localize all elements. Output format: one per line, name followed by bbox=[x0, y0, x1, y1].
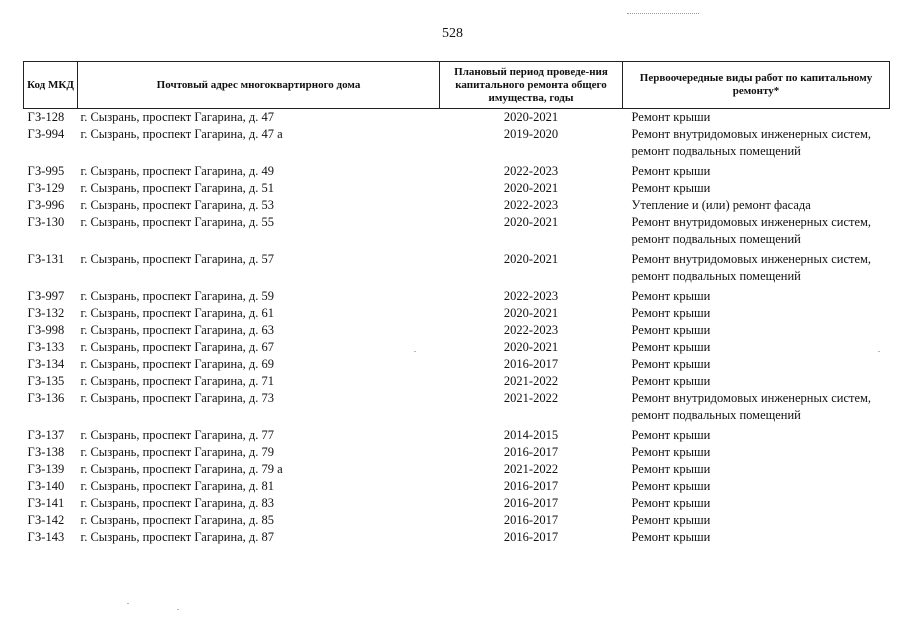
cell-address: г. Сызрань, проспект Гагарина, д. 77 bbox=[80, 428, 275, 442]
cell-works: Ремонт крыши bbox=[631, 530, 711, 544]
cell-code: ГЗ-140 bbox=[27, 479, 65, 493]
cell-code: ГЗ-137 bbox=[27, 428, 65, 442]
cell-code: ГЗ-142 bbox=[27, 513, 65, 527]
header-works: Первоочередные виды работ по капитальному ремонту* bbox=[623, 62, 890, 109]
cell-address: г. Сызрань, проспект Гагарина, д. 57 bbox=[80, 252, 275, 266]
cell-address: г. Сызрань, проспект Гагарина, д. 59 bbox=[80, 289, 275, 303]
cell-period: 2022-2023 bbox=[503, 198, 559, 212]
cell-period: 2020-2021 bbox=[503, 215, 559, 229]
header-period: Плановый период проведе-ния капитального ремонта общего имущества, годы bbox=[440, 62, 623, 109]
cell-address: г. Сызрань, проспект Гагарина, д. 47 а bbox=[80, 127, 283, 141]
table-row bbox=[24, 109, 890, 127]
table-row bbox=[24, 126, 890, 163]
cell-period: 2020-2021 bbox=[503, 252, 559, 266]
cell-period: 2016-2017 bbox=[503, 496, 559, 510]
cell-works: Ремонт крыши bbox=[631, 357, 711, 371]
table-row bbox=[24, 322, 890, 339]
cell-period: 2021-2022 bbox=[503, 462, 559, 476]
table-row bbox=[24, 478, 890, 495]
cell-address: г. Сызрань, проспект Гагарина, д. 63 bbox=[80, 323, 275, 337]
cell-code: ГЗ-135 bbox=[27, 374, 65, 388]
cell-works: Ремонт внутридомовых инженерных систем, ремонт подвальных помещений bbox=[631, 215, 872, 246]
cell-address: г. Сызрань, проспект Гагарина, д. 79 а bbox=[80, 462, 283, 476]
table-row bbox=[24, 339, 890, 356]
table-row bbox=[24, 214, 890, 251]
cell-period: 2016-2017 bbox=[503, 479, 559, 493]
cell-works: Ремонт крыши bbox=[631, 513, 711, 527]
header-address: Почтовый адрес многоквартирного дома bbox=[78, 62, 440, 109]
cell-address: г. Сызрань, проспект Гагарина, д. 49 bbox=[80, 164, 275, 178]
cell-period: 2021-2022 bbox=[503, 391, 559, 405]
cell-period: 2022-2023 bbox=[503, 164, 559, 178]
cell-period: 2022-2023 bbox=[503, 323, 559, 337]
cell-works: Ремонт внутридомовых инженерных систем, ремонт подвальных помещений bbox=[631, 391, 872, 422]
table-row bbox=[24, 529, 890, 546]
cell-address: г. Сызрань, проспект Гагарина, д. 69 bbox=[80, 357, 275, 371]
cell-works: Ремонт крыши bbox=[631, 445, 711, 459]
cell-works: Ремонт крыши bbox=[631, 374, 711, 388]
cell-code: ГЗ-136 bbox=[27, 391, 65, 405]
cell-code: ГЗ-138 bbox=[27, 445, 65, 459]
cell-address: г. Сызрань, проспект Гагарина, д. 71 bbox=[80, 374, 275, 388]
cell-works: Ремонт крыши bbox=[631, 110, 711, 124]
cell-period: 2022-2023 bbox=[503, 289, 559, 303]
table-row bbox=[24, 495, 890, 512]
cell-works: Утепление и (или) ремонт фасада bbox=[631, 198, 811, 212]
table-row bbox=[24, 356, 890, 373]
cell-works: Ремонт крыши bbox=[631, 462, 711, 476]
table-row bbox=[24, 390, 890, 427]
cell-code: ГЗ-143 bbox=[27, 530, 65, 544]
cell-works: Ремонт крыши bbox=[631, 306, 711, 320]
cell-code: ГЗ-141 bbox=[27, 496, 65, 510]
cell-works: Ремонт внутридомовых инженерных систем, ремонт подвальных помещений bbox=[631, 252, 872, 283]
table-row bbox=[24, 288, 890, 305]
table-row bbox=[24, 444, 890, 461]
cell-period: 2016-2017 bbox=[503, 357, 559, 371]
cell-code: ГЗ-132 bbox=[27, 306, 65, 320]
cell-works: Ремонт крыши bbox=[631, 340, 711, 354]
cell-address: г. Сызрань, проспект Гагарина, д. 79 bbox=[80, 445, 275, 459]
cell-works: Ремонт крыши bbox=[631, 181, 711, 195]
cell-period: 2016-2017 bbox=[503, 530, 559, 544]
table-body bbox=[24, 109, 890, 547]
cell-period: 2019-2020 bbox=[503, 127, 559, 141]
cell-period: 2020-2021 bbox=[503, 181, 559, 195]
cell-works: Ремонт внутридомовых инженерных систем, ремонт подвальных помещений bbox=[631, 127, 872, 158]
cell-period: 2021-2022 bbox=[503, 374, 559, 388]
cell-works: Ремонт крыши bbox=[631, 323, 711, 337]
scan-speck bbox=[177, 609, 179, 610]
table-row bbox=[24, 512, 890, 529]
table-row bbox=[24, 163, 890, 180]
cell-address: г. Сызрань, проспект Гагарина, д. 87 bbox=[80, 530, 275, 544]
cell-code: ГЗ-994 bbox=[27, 127, 65, 141]
cell-works: Ремонт крыши bbox=[631, 164, 711, 178]
cell-code: ГЗ-139 bbox=[27, 462, 65, 476]
table-row bbox=[24, 305, 890, 322]
cell-period: 2020-2021 bbox=[503, 110, 559, 124]
table-row bbox=[24, 461, 890, 478]
table-row bbox=[24, 197, 890, 214]
cell-address: г. Сызрань, проспект Гагарина, д. 47 bbox=[80, 110, 275, 124]
cell-code: ГЗ-133 bbox=[27, 340, 65, 354]
cell-address: г. Сызрань, проспект Гагарина, д. 83 bbox=[80, 496, 275, 510]
cell-address: г. Сызрань, проспект Гагарина, д. 51 bbox=[80, 181, 275, 195]
cell-period: 2016-2017 bbox=[503, 445, 559, 459]
cell-period: 2016-2017 bbox=[503, 513, 559, 527]
cell-code: ГЗ-996 bbox=[27, 198, 65, 212]
cell-address: г. Сызрань, проспект Гагарина, д. 67 bbox=[80, 340, 275, 354]
cell-period: 2020-2021 bbox=[503, 340, 559, 354]
cell-address: г. Сызрань, проспект Гагарина, д. 55 bbox=[80, 215, 275, 229]
cell-address: г. Сызрань, проспект Гагарина, д. 61 bbox=[80, 306, 275, 320]
scan-speck bbox=[127, 603, 129, 604]
cell-code: ГЗ-995 bbox=[27, 164, 65, 178]
table-row bbox=[24, 251, 890, 288]
cell-address: г. Сызрань, проспект Гагарина, д. 85 bbox=[80, 513, 275, 527]
page-number: 528 bbox=[442, 26, 463, 41]
cell-works: Ремонт крыши bbox=[631, 479, 711, 493]
cell-code: ГЗ-997 bbox=[27, 289, 65, 303]
cell-code: ГЗ-130 bbox=[27, 215, 65, 229]
cell-code: ГЗ-129 bbox=[27, 181, 65, 195]
cell-works: Ремонт крыши bbox=[631, 428, 711, 442]
cell-code: ГЗ-128 bbox=[27, 110, 65, 124]
table-row bbox=[24, 427, 890, 444]
cell-period: 2020-2021 bbox=[503, 306, 559, 320]
table-header-row bbox=[24, 62, 890, 109]
cell-code: ГЗ-998 bbox=[27, 323, 65, 337]
cell-period: 2014-2015 bbox=[503, 428, 559, 442]
header-code: Код МКД bbox=[24, 62, 78, 109]
cell-address: г. Сызрань, проспект Гагарина, д. 81 bbox=[80, 479, 275, 493]
cell-works: Ремонт крыши bbox=[631, 289, 711, 303]
cell-code: ГЗ-134 bbox=[27, 357, 65, 371]
table-row bbox=[24, 373, 890, 390]
cell-code: ГЗ-131 bbox=[27, 252, 65, 266]
cell-address: г. Сызрань, проспект Гагарина, д. 73 bbox=[80, 391, 275, 405]
cell-address: г. Сызрань, проспект Гагарина, д. 53 bbox=[80, 198, 275, 212]
cell-works: Ремонт крыши bbox=[631, 496, 711, 510]
repair-schedule-table bbox=[23, 61, 890, 546]
scan-artifact-line bbox=[627, 13, 699, 14]
table-row bbox=[24, 180, 890, 197]
